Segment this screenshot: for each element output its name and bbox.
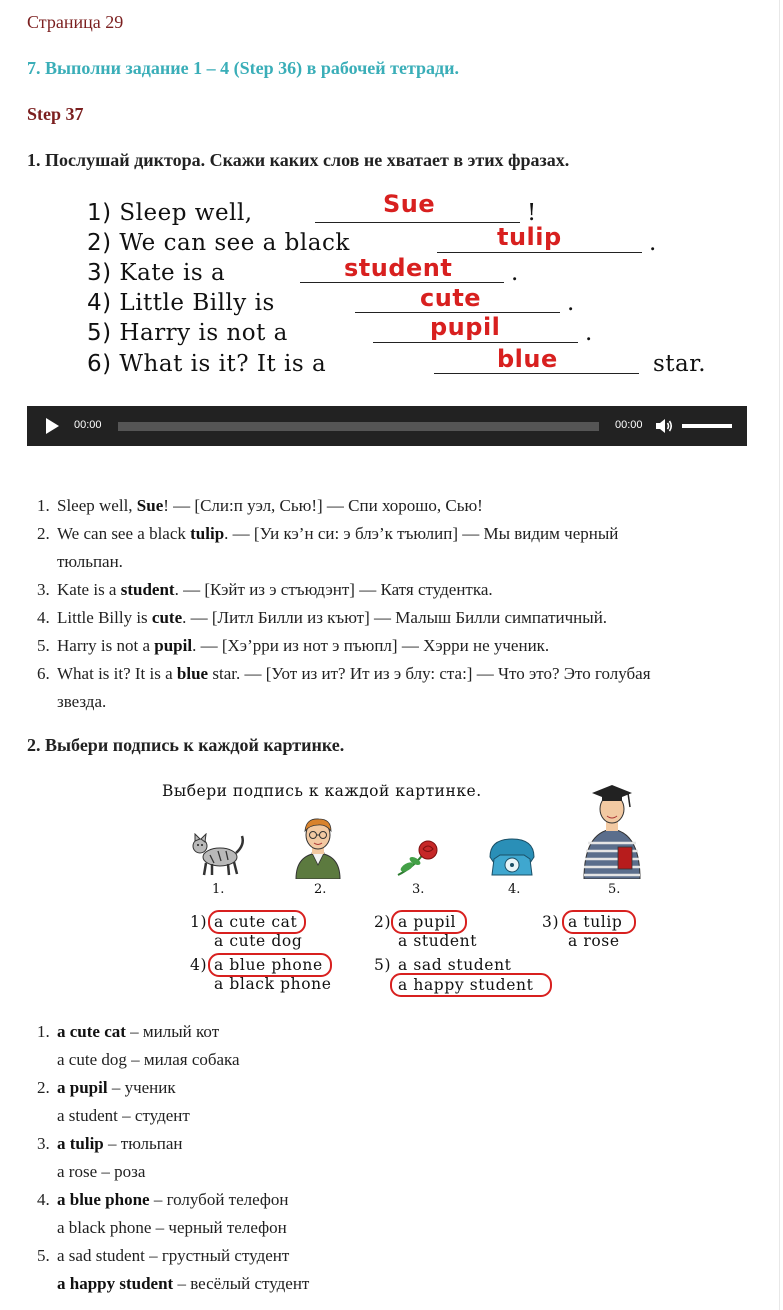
exercise-2-title: 2. Выбери подпись к каждой картинке. bbox=[27, 735, 345, 755]
list-item: 1. Sleep well, Sue! — [Сли:п уэл, Сью!] — Спи хорошо, Сью! bbox=[37, 496, 483, 515]
duration: 00:00 bbox=[615, 419, 643, 431]
current-time: 00:00 bbox=[74, 419, 102, 431]
answer-word: cute bbox=[420, 284, 482, 312]
textbook-line-3: 3) Kate is a student . bbox=[87, 254, 519, 286]
answer-word: pupil bbox=[430, 313, 501, 341]
pupil-icon bbox=[290, 815, 346, 879]
exercise-1-title: 1. Послушай диктора. Скажи каких слов не хватает в этих фразах. bbox=[27, 150, 570, 170]
textbook-caption: Выбери подпись к каждой картинке. bbox=[162, 782, 482, 800]
page-border bbox=[779, 0, 780, 1310]
list-item: 2. We can see a black tulip. — [Уи кэ’н си: э блэ’к тъюлип] — Мы видим черный тюльпан. bbox=[37, 524, 619, 571]
option-correct: a blue phone bbox=[214, 956, 323, 974]
translation-list bbox=[37, 492, 747, 716]
page-label: Страница 29 bbox=[27, 12, 124, 32]
volume-icon[interactable] bbox=[654, 417, 674, 435]
list-item: 5. a sad student – грустный студент a happy student – весёлый студент bbox=[37, 1246, 310, 1293]
answer-word: student bbox=[344, 254, 453, 282]
list-item: 4. Little Billy is cute. — [Литл Билли из къют] — Малыш Билли симпатичный. bbox=[37, 608, 608, 627]
rose-icon bbox=[394, 837, 444, 877]
option-correct: a tulip bbox=[568, 913, 623, 931]
list-item: 2. a pupil – ученик a student – студент bbox=[37, 1078, 190, 1125]
volume-slider[interactable] bbox=[682, 424, 732, 428]
textbook-line-6: 6) What is it? It is a blue star. bbox=[87, 345, 707, 377]
answer-list bbox=[37, 1018, 747, 1298]
list-item: 4. a blue phone – голубой телефон a black phone – черный телефон bbox=[37, 1190, 289, 1237]
list-item: 3. Kate is a student. — [Кэйт из э стъюдэнт] — Катя студентка. bbox=[37, 580, 493, 599]
textbook-line-4: 4) Little Billy is cute . bbox=[87, 284, 575, 316]
play-icon[interactable] bbox=[46, 418, 59, 434]
phone-icon bbox=[484, 835, 540, 879]
answer-word: tulip bbox=[497, 223, 562, 251]
student-icon bbox=[580, 777, 644, 879]
textbook-line-5: 5) Harry is not a pupil . bbox=[87, 313, 593, 346]
task-heading: 7. Выполни задание 1 – 4 (Step 36) в рабочей тетради. bbox=[27, 58, 460, 78]
option-correct: a cute cat bbox=[214, 913, 298, 931]
answer-word: Sue bbox=[383, 190, 436, 218]
list-item: 3. a tulip – тюльпан a rose – роза bbox=[37, 1134, 183, 1181]
textbook-image-listening bbox=[87, 192, 767, 387]
textbook-line-1: 1) Sleep well, Sue ! bbox=[87, 190, 537, 226]
list-item: 1. a cute cat – милый кот a cute dog – милая собака bbox=[37, 1022, 240, 1069]
option-correct: a happy student bbox=[398, 976, 534, 994]
progress-bar[interactable] bbox=[118, 422, 599, 431]
audio-player bbox=[27, 406, 747, 446]
list-item: 5. Harry is not a pupil. — [Хэ’рри из нот э пъюпл] — Хэрри не ученик. bbox=[37, 636, 550, 655]
step-heading: Step 37 bbox=[27, 104, 84, 124]
textbook-line-2: 2) We can see a black tulip . bbox=[87, 223, 657, 256]
textbook-image-captions: Выбери подпись к каждой картинке. 1. 2. 3. 4. 5. 1) a cute cat a cute dog 2) a pupil a student 3) a tulip a rose 4) a blue phone a black phone 5) a sad student a happy student bbox=[162, 775, 622, 1000]
list-item: 6. What is it? It is a blue star. — [Уот из ит? Ит из э блу: ста:] — Что это? Это голубая звезда. bbox=[37, 664, 651, 711]
answer-word: blue bbox=[497, 345, 558, 373]
option-correct: a pupil bbox=[398, 913, 457, 931]
cat-icon bbox=[190, 833, 248, 877]
